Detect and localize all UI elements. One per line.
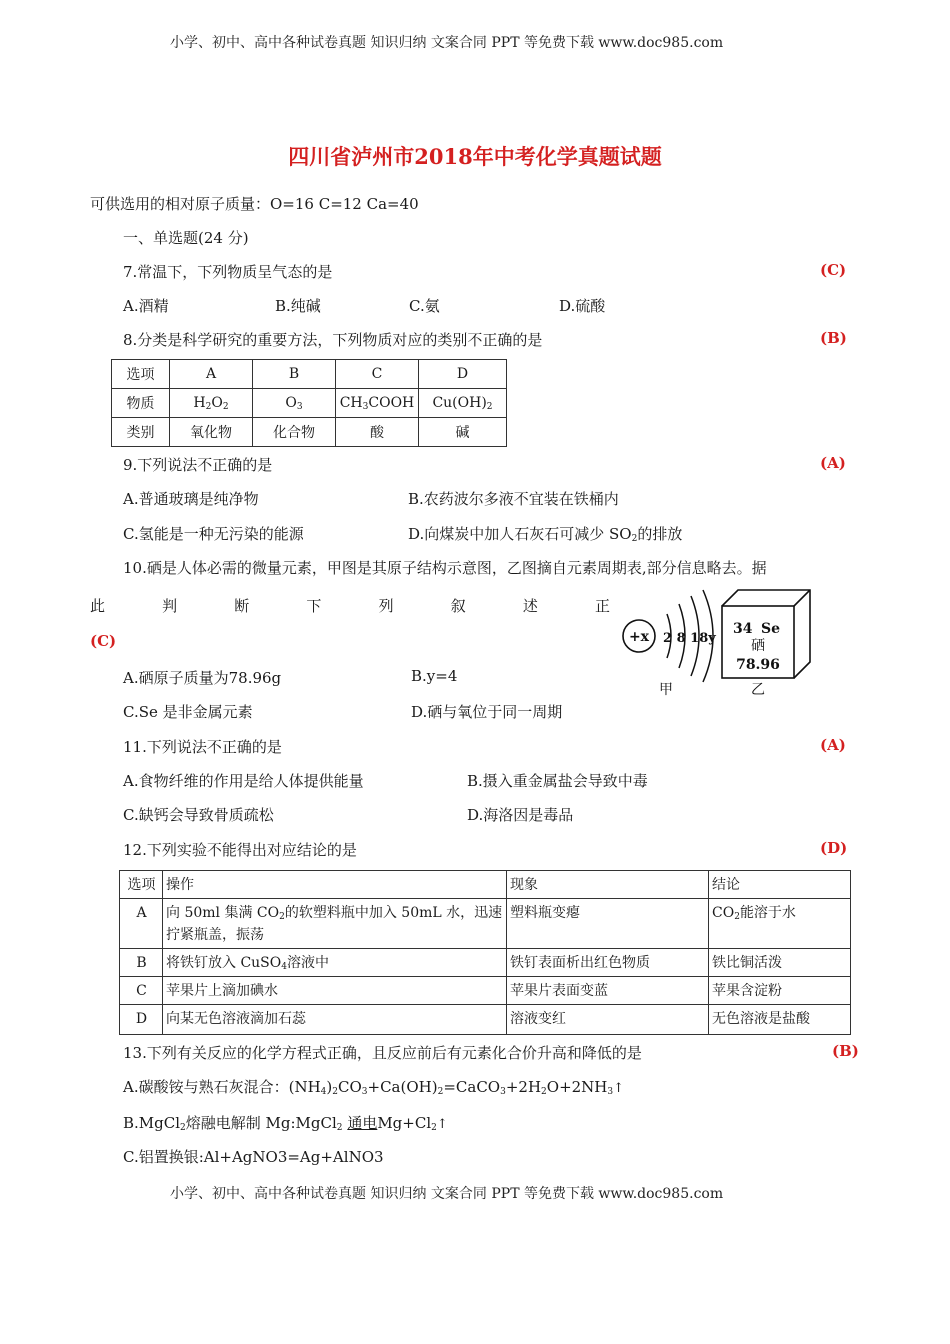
q10-char: 述 (522, 597, 538, 615)
q10-stem-line1: 10.硒是人体必需的微量元素，甲图是其原子结构示意图，乙图摘自元素周期表,部分信息略去。据 (123, 559, 767, 577)
q12-phenomenon: 铁钉表面析出红色物质 (507, 949, 709, 977)
atomic-structure-diagram (623, 590, 716, 698)
table-row (120, 977, 851, 1005)
q9-answer: (A) (820, 454, 846, 472)
q11-option-d: D.海洛因是毒品 (467, 806, 574, 824)
q12-conclusion: 铁比铜活泼 (709, 949, 851, 977)
q8-header-cell: C (336, 360, 419, 389)
q12-answer: (D) (820, 839, 848, 857)
q13-option-a: A.碳酸铵与熟石灰混合：$(NH_4)_2CO_3+Ca(OH)_2=CaCO_3+2H_2O+2NH_3↑$ (123, 1078, 625, 1097)
table-row (120, 1005, 851, 1035)
q8-answer: (B) (820, 329, 847, 347)
q8-stem: 8.分类是科学研究的重要方法，下列物质对应的类别不正确的是 (123, 331, 543, 349)
q12-table (119, 870, 851, 1035)
q12-stem: 12.下列实验不能得出对应结论的是 (123, 841, 357, 859)
q10-answer: (C) (90, 632, 117, 650)
q10-option-c: C.Se 是非金属元素 (123, 703, 253, 721)
atomic-number: 34 (733, 621, 753, 637)
q10-char: 列 (378, 597, 394, 615)
q12-header-cell: 选项 (120, 871, 163, 899)
q10-char: 正 (594, 597, 610, 615)
q13-option-b: B.MgCl$_2$熔融电解制 Mg:MgCl$_2$ 通电$Mg+Cl_2↑$ (123, 1114, 448, 1133)
q10-option-a: A.硒原子质量为78.96g (123, 669, 282, 687)
q9-option-a: A.普通玻璃是纯净物 (123, 490, 259, 508)
figure-label-yi: 乙 (751, 682, 765, 698)
q12-conclusion: $CO_2$能溶于水 (709, 899, 851, 949)
q8-substance-a: $H_2O_2$ (170, 389, 253, 418)
q8-row-label: 物质 (112, 389, 170, 418)
table-row (120, 871, 851, 899)
q13-option-c: C.铝置换银:Al+AgNO3=Ag+AlNO3 (123, 1148, 384, 1166)
q11-stem: 11.下列说法不正确的是 (123, 738, 282, 756)
q12-option-label: A (120, 899, 163, 949)
table-row (112, 360, 507, 389)
q11-option-b: B.摄入重金属盐会导致中毒 (467, 772, 648, 790)
q12-header-cell: 操作 (163, 871, 507, 899)
q12-conclusion: 苹果含淀粉 (709, 977, 851, 1005)
q12-option-label: D (120, 1005, 163, 1035)
q12-phenomenon: 塑料瓶变瘪 (507, 899, 709, 949)
q10-stem-line2 (90, 595, 610, 616)
atomic-mass-note: 可供选用的相对原子质量：O=16 C=12 Ca=40 (90, 195, 419, 213)
q10-char: 断 (234, 597, 250, 615)
q10-char: 叙 (450, 597, 466, 615)
q13-stem: 13.下列有关反应的化学方程式正确，且反应前后有元素化合价升高和降低的是 (123, 1044, 642, 1062)
q8-row-label: 类别 (112, 418, 170, 447)
q13-answer: (B) (832, 1042, 859, 1060)
q9-stem: 9.下列说法不正确的是 (123, 456, 273, 474)
q8-substance-c: $CH_3COOH$ (336, 389, 419, 418)
q12-option-label: B (120, 949, 163, 977)
q7-option-b: B.纯碱 (275, 297, 321, 315)
page-footer: 小学、初中、高中各种试卷真题 知识归纳 文案合同 PPT 等免费下载 www.doc985.com (170, 1186, 724, 1202)
q8-substance-d: $Cu(OH)_2$ (419, 389, 507, 418)
q11-option-a: A.食物纤维的作用是给人体提供能量 (123, 772, 364, 790)
electron-counts: 2 8 18y (663, 631, 716, 646)
q8-category-c: 酸 (336, 418, 419, 447)
q8-header-cell: D (419, 360, 507, 389)
q12-phenomenon: 苹果片表面变蓝 (507, 977, 709, 1005)
q9-option-d: D.向煤炭中加人石灰石可减少 $SO_2$的排放 (408, 525, 683, 544)
q8-category-b: 化合物 (253, 418, 336, 447)
element-symbol: Se (761, 621, 781, 637)
q7-option-c: C.氨 (409, 297, 440, 315)
q9-option-b: B.农药波尔多液不宜装在铁桶内 (408, 490, 619, 508)
q12-operation: 向 50ml 集满 $CO_2$的软塑料瓶中加入 50mL 水，迅速拧紧瓶盖，振荡 (163, 899, 507, 949)
q8-category-a: 氧化物 (170, 418, 253, 447)
q12-header-cell: 现象 (507, 871, 709, 899)
section-heading: 一、单选题(24 分) (123, 229, 249, 247)
document-title: 四川省泸州市2018年中考化学真题试题 (288, 144, 662, 169)
q7-stem: 7.常温下，下列物质呈气态的是 (123, 263, 333, 281)
element-name: 硒 (751, 638, 765, 654)
atomic-mass: 78.96 (736, 657, 780, 673)
q12-operation: 向某无色溶液滴加石蕊 (163, 1005, 507, 1035)
q12-option-label: C (120, 977, 163, 1005)
table-row (112, 389, 507, 418)
q11-option-c: C.缺钙会导致骨质疏松 (123, 806, 274, 824)
q12-phenomenon: 溶液变红 (507, 1005, 709, 1035)
q11-answer: (A) (820, 736, 846, 754)
q8-substance-b: $O_3$ (253, 389, 336, 418)
table-row (120, 899, 851, 949)
q8-table (111, 359, 507, 447)
q8-category-d: 碱 (419, 418, 507, 447)
q12-conclusion: 无色溶液是盐酸 (709, 1005, 851, 1035)
q7-option-d: D.硫酸 (559, 297, 606, 315)
q10-char: 判 (162, 597, 178, 615)
nucleus-charge: +x (628, 629, 650, 645)
q8-header-cell: B (253, 360, 336, 389)
q12-operation: 苹果片上滴加碘水 (163, 977, 507, 1005)
reaction-condition: 通电 (347, 1114, 378, 1132)
table-row (120, 949, 851, 977)
q9-option-c: C.氢能是一种无污染的能源 (123, 525, 304, 543)
q7-answer: (C) (820, 261, 847, 279)
q8-header-cell: A (170, 360, 253, 389)
q12-operation: 将铁钉放入 CuSO$_4$溶液中 (163, 949, 507, 977)
q10-char: 下 (306, 597, 322, 615)
figure-label-jia: 甲 (659, 682, 673, 698)
table-row (112, 418, 507, 447)
q7-option-a: A.酒精 (123, 297, 169, 315)
q10-char: 此 (90, 597, 106, 615)
q10-option-d: D.硒与氧位于同一周期 (411, 703, 563, 721)
q10-option-b: B.y=4 (411, 667, 458, 685)
page-header: 小学、初中、高中各种试卷真题 知识归纳 文案合同 PPT 等免费下载 www.doc985.com (170, 35, 724, 51)
periodic-table-cell (722, 590, 810, 698)
q8-header-cell: 选项 (112, 360, 170, 389)
q12-header-cell: 结论 (709, 871, 851, 899)
q10-figure (615, 586, 820, 700)
